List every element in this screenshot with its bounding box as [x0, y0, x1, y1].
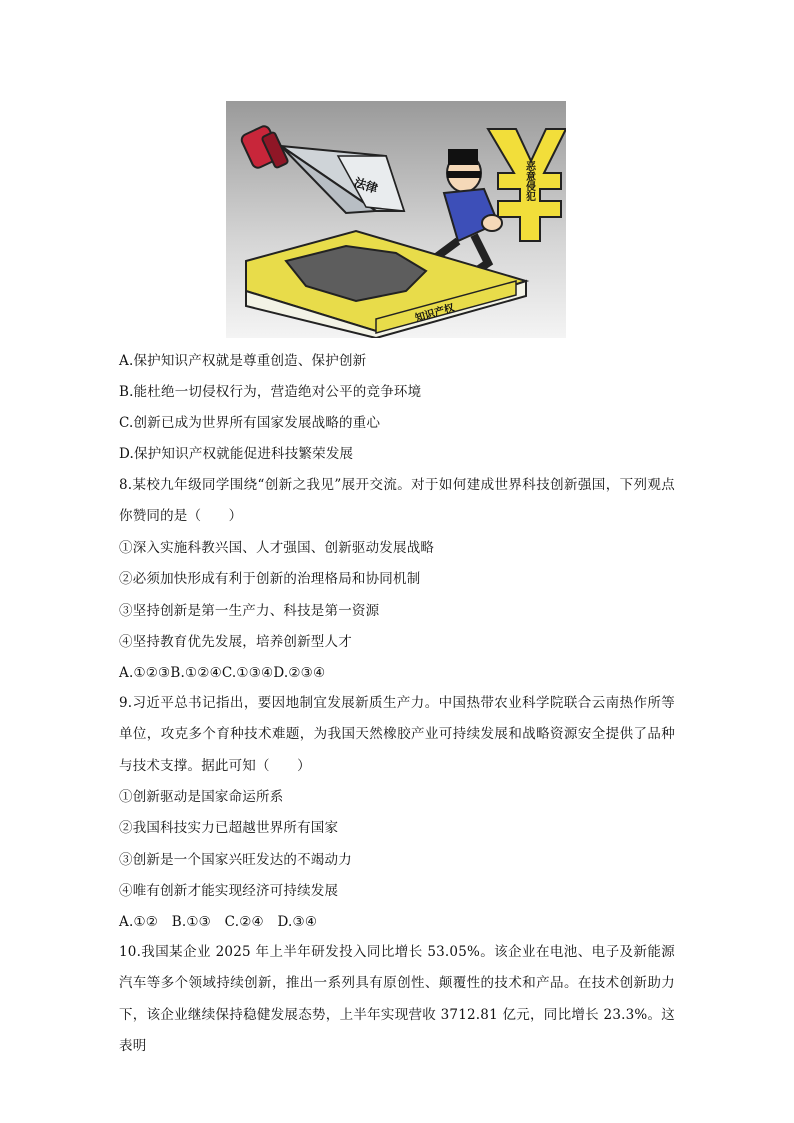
q7-option-a: A.保护知识产权就是尊重创造、保护创新	[119, 353, 367, 369]
q9-statement-1: ①创新驱动是国家命运所系	[119, 789, 284, 805]
q8-statement-1: ①深入实施科教兴国、人才强国、创新驱动发展战略	[119, 540, 435, 556]
q7-option-c: C.创新已成为世界所有国家发展战略的重心	[119, 415, 381, 431]
q9-statement-2: ②我国科技实力已超越世界所有国家	[119, 820, 339, 836]
q10-stem: 10.我国某企业 2025 年上半年研发投入同比增长 53.05%。该企业在电池、电子及新能源汽车等多个领域持续创新，推出一系列具有原创性、颠覆性的技术和产品。在技术创新助力下，该企业继续保持稳健发展态势，上半年实现营收 3712.81 亿元，同比增长 23.3%。这表明	[119, 944, 675, 1054]
q9-stem: 9.习近平总书记指出，要因地制宜发展新质生产力。中国热带农业科学院联合云南热作所等单位，攻克多个育种技术难题，为我国天然橡胶产业可持续发展和战略资源安全提供了品种与技术支撑。据此可知（ ）	[119, 695, 675, 774]
q8-statement-3: ③坚持创新是第一生产力、科技是第一资源	[119, 603, 380, 619]
q8-options: A.①②③B.①②④C.①③④D.②③④	[119, 665, 326, 681]
q8-stem: 8.某校九年级同学围绕“创新之我见”展开交流。对于如何建成世界科技创新强国，下列观点你赞同的是（ ）	[119, 477, 675, 525]
book-label: 知识产权	[414, 302, 456, 325]
ip-cartoon-illustration	[226, 101, 566, 338]
q7-option-b: B.能杜绝一切侵权行为，营造绝对公平的竞争环境	[119, 384, 422, 400]
q9-options: A.①② B.①③ C.②④ D.③④	[119, 914, 318, 930]
yen-label: 恶意侵犯	[523, 161, 535, 201]
sword-label: 法律	[352, 175, 380, 196]
q9-statement-4: ④唯有创新才能实现经济可持续发展	[119, 883, 339, 899]
q8-statement-2: ②必须加快形成有利于创新的治理格局和协同机制	[119, 571, 421, 587]
q7-option-d: D.保护知识产权就能促进科技繁荣发展	[119, 446, 354, 462]
q9-statement-3: ③创新是一个国家兴旺发达的不竭动力	[119, 852, 352, 868]
q8-statement-4: ④坚持教育优先发展，培养创新型人才	[119, 634, 352, 650]
